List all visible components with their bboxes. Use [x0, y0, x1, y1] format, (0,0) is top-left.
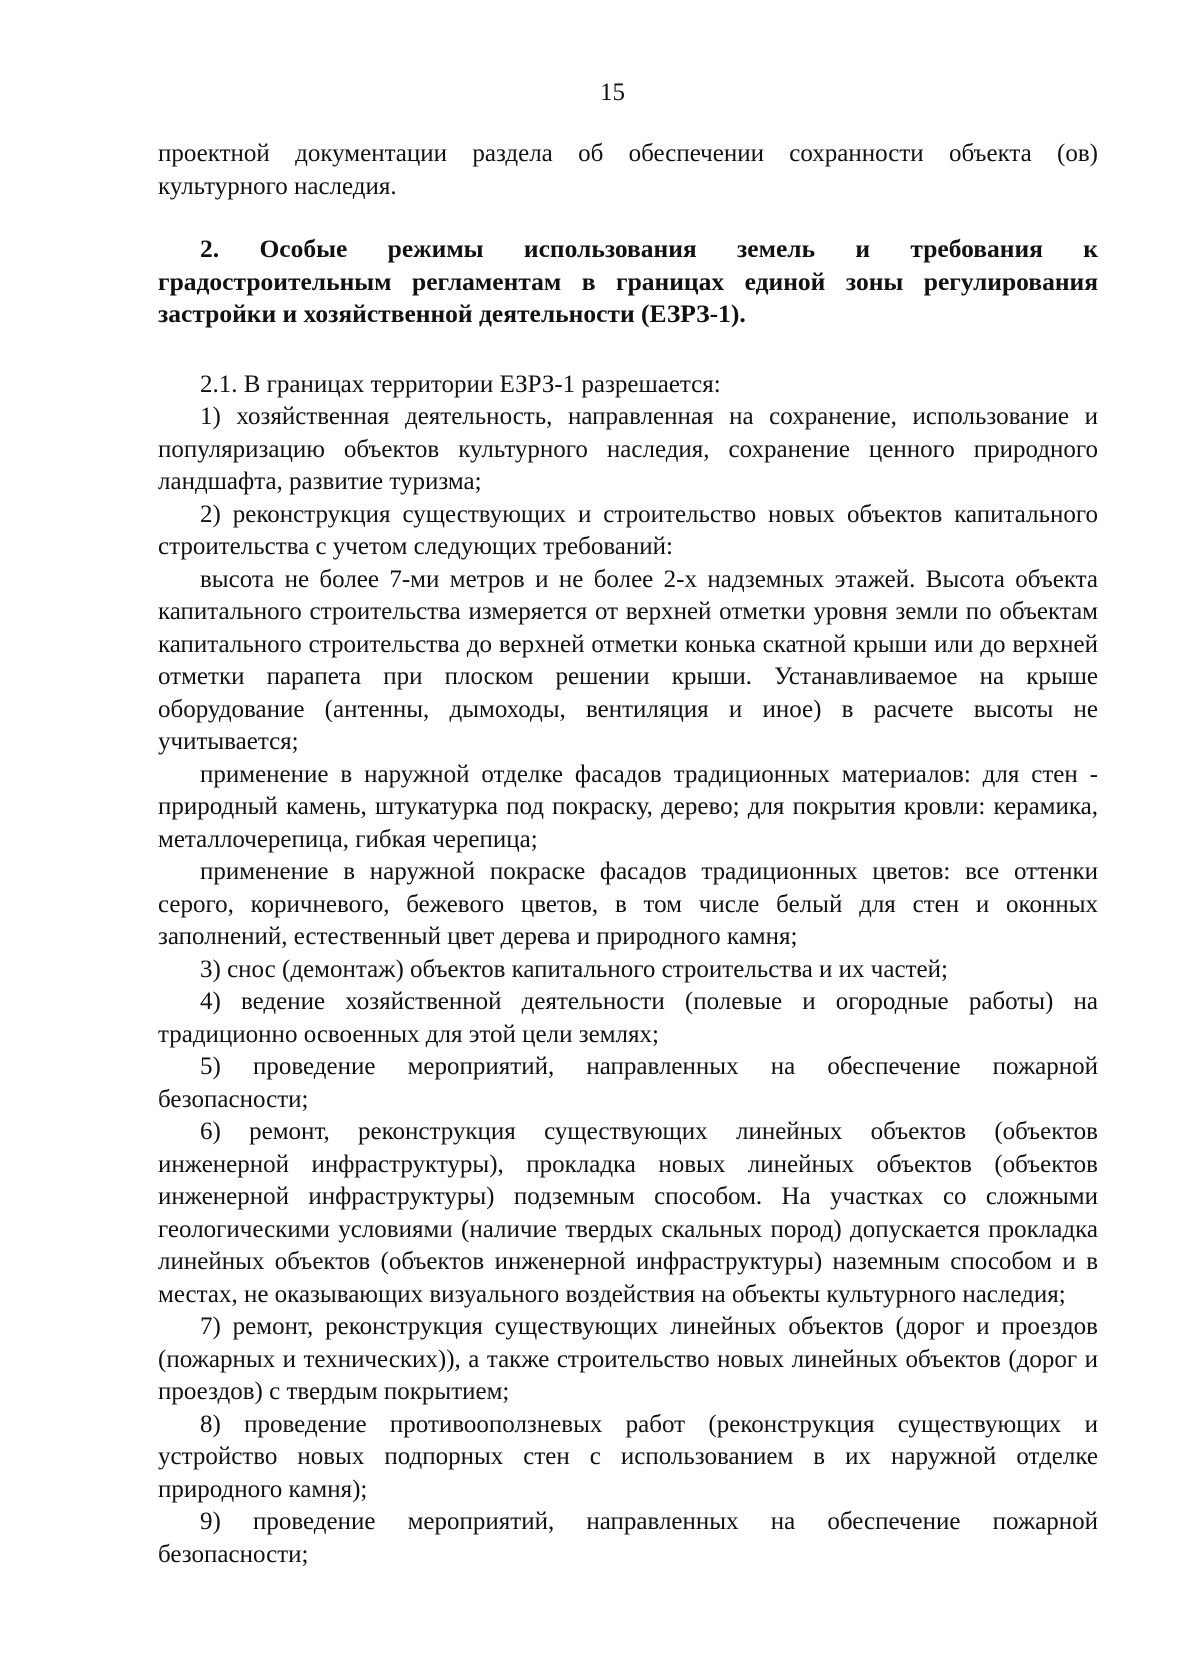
document-body — [158, 138, 1098, 1571]
paragraph-continuation: проектной документации раздела об обеспечении сохранности объекта (ов) культурного наследия. — [158, 140, 1098, 200]
requirement-materials: применение в наружной отделке фасадов традиционных материалов: для стен - природный камень, штукатурка под покраску, дерево; для покрытия кровли: керамика, металлочерепица, гибкая черепица; — [158, 760, 1098, 853]
paragraph-clause-2-1: 2.1. В границах территории ЕЗРЗ-1 разрешается: — [200, 370, 721, 398]
list-item-2: 2) реконструкция существующих и строительство новых объектов капитального строительства с учетом следующих требований: — [158, 500, 1098, 560]
requirement-colors: применение в наружной покраске фасадов традиционных цветов: все оттенки серого, коричневого, бежевого цветов, в том числе белый для стен и оконных заполнений, естественный цвет дерева и природного камня; — [158, 858, 1098, 950]
list-item-5: 5) проведение мероприятий, направленных на обеспечение пожарной безопасности; — [158, 1053, 1098, 1113]
list-item-7: 7) ремонт, реконструкция существующих линейных объектов (дорог и проездов (пожарных и технических)), а также строительство новых линейных объектов (дорог и проездов) с твердым покрытием; — [158, 1313, 1098, 1405]
list-item-6: 6) ремонт, реконструкция существующих линейных объектов (объектов инженерной инфраструктуры), прокладка новых линейных объектов (объектов инженерной инфраструктуры) подземным способом. На участках со сложными геологическими условиями (наличие твердых скальных пород) допускается прокладка линейных объектов (объектов инженерной инфраструктуры) наземным способом и в местах, не оказывающих визуального воздействия на объекты культурного наследия; — [158, 1118, 1098, 1308]
requirement-height: высота не более 7-ми метров и не более 2-х надземных этажей. Высота объекта капитального строительства измеряется от верхней отметки уровня земли по объектам капитального строительства до верхней отметки конька скатной крыши или до верхней отметки парапета при плоском решении крыши. Устанавливаемое на крыше оборудование (антенны, дымоходы, вентиляция и иное) в расчете высоты не учитывается; — [158, 565, 1098, 755]
list-item-4: 4) ведение хозяйственной деятельности (полевые и огородные работы) на традиционно освоенных для этой цели землях; — [158, 988, 1098, 1048]
page-number: 15 — [600, 79, 625, 106]
list-item-8: 8) проведение противооползневых работ (реконструкция существующих и устройство новых подпорных стен с использованием в их наружной отделке природного камня); — [158, 1410, 1098, 1503]
section-heading: 2. Особые режимы использования земель и требования к градостроительным регламентам в границах единой зоны регулирования застройки и хозяйственной деятельности (ЕЗРЗ-1). — [158, 234, 1098, 328]
list-item-9: 9) проведение мероприятий, направленных на обеспечение пожарной безопасности; — [158, 1508, 1098, 1568]
list-item-1: 1) хозяйственная деятельность, направленная на сохранение, использование и популяризацию объектов культурного наследия, сохранение ценного природного ландшафта, развитие туризма; — [158, 403, 1098, 495]
list-item-3: 3) снос (демонтаж) объектов капитального строительства и их частей; — [200, 955, 948, 983]
